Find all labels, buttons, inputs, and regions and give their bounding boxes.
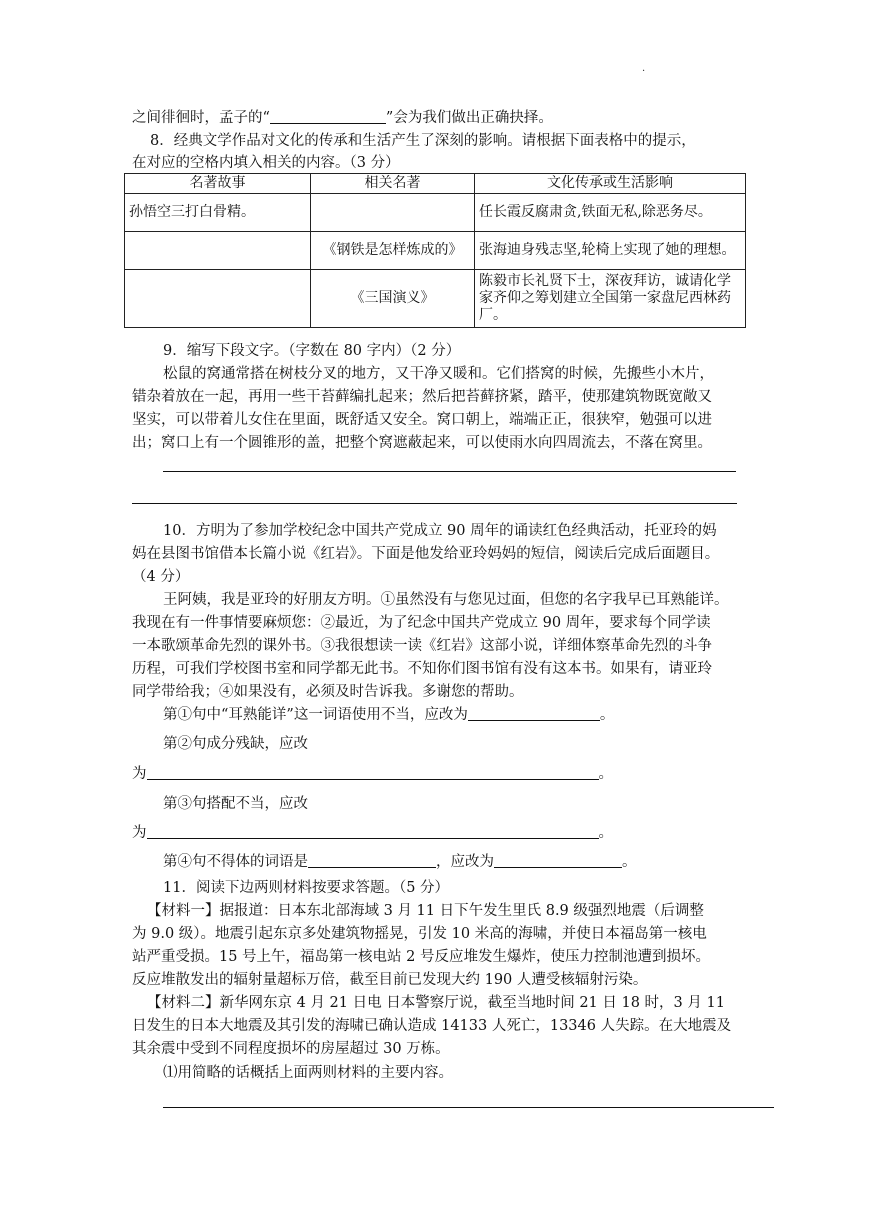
- answer-line[interactable]: [132, 503, 737, 504]
- q9-text-line: 坚实，可以带着儿女住在里面，既舒适又安全。窝口朝上，端端正正，很狭窄，勉强可以进: [132, 412, 712, 428]
- cell-book: 《钢铁是怎样炼成的》: [311, 232, 475, 270]
- period: 。: [598, 766, 613, 782]
- q9-text-line: 出；窝口上有一个圆锥形的盖，把整个窝遮蔽起来，可以使雨水向四周流去，不落在窝里。: [132, 435, 712, 451]
- material-1-line: 站严重受损。15 号上午，福岛第一核电站 2 号反应堆发生爆炸，使压力控制池遭到损坏。: [132, 949, 710, 965]
- cell-impact: 任长霞反腐肃贪,铁面无私,除恶务尽。: [475, 194, 746, 232]
- table-header-row: [125, 174, 746, 194]
- q10-answer-4: [163, 850, 637, 871]
- q10-answer-3-label: 第③句搭配不当，应改: [163, 796, 308, 812]
- cell-impact: 张海迪身残志坚,轮椅上实现了她的理想。: [475, 232, 746, 270]
- q10-blank-4a[interactable]: [308, 853, 436, 868]
- wei-label: 为: [132, 825, 147, 841]
- q10-message-line: 王阿姨，我是亚玲的好朋友方明。①虽然没有与您见过面，但您的名字我早已耳熟能详。: [163, 592, 729, 608]
- mencius-line: [132, 106, 553, 127]
- q10-intro-line: （4 分）: [132, 569, 190, 585]
- mencius-line-pre: 之间徘徊时，孟子的“: [132, 110, 270, 126]
- q10-blank-1[interactable]: [468, 706, 600, 721]
- material-2-line: 【材料二】新华网东京 4 月 21 日电 日本警察厅说，截至当地时间 21 日 18 时，3 月 11: [147, 995, 725, 1011]
- period: 。: [599, 707, 615, 723]
- cell-story: 孙悟空三打白骨精。: [125, 194, 311, 232]
- mencius-line-post: ”会为我们做出正确抉择。: [385, 110, 553, 126]
- header-book: 相关名著: [311, 174, 475, 194]
- q10-answer-3: [132, 821, 613, 842]
- cell-story-blank[interactable]: [125, 270, 311, 328]
- q9-text-line: 松鼠的窝通常搭在树枝分叉的地方，又干净又暖和。它们搭窝的时候，先搬些小木片，: [163, 366, 714, 382]
- answer-line[interactable]: [163, 1107, 774, 1108]
- table-row: [125, 270, 746, 328]
- q9-text-line: 错杂着放在一起，再用一些干苔藓编扎起来；然后把苔藓挤紧，踏平，使那建筑物既宽敞又: [132, 389, 712, 405]
- q10-blank-2[interactable]: [147, 765, 599, 780]
- header-story: 名著故事: [125, 174, 311, 194]
- q10-answer-4-label: 第④句不得体的词语是: [163, 854, 308, 870]
- period: 。: [598, 825, 613, 841]
- mencius-blank[interactable]: [270, 109, 386, 124]
- q10-message-line: 我现在有一件事情要麻烦您：②最近，为了纪念中国共产党成立 90 周年，要求每个同学读: [132, 615, 711, 631]
- header-impact: 文化传承或生活影响: [475, 174, 746, 194]
- cell-book: 《三国演义》: [311, 270, 475, 328]
- q10-answer-4-mid: ，应改为: [436, 854, 494, 870]
- q10-answer-1-label: 第①句中“耳熟能详”这一词语使用不当，应改为: [163, 707, 468, 723]
- table-row: [125, 232, 746, 270]
- header-mark: ·: [642, 66, 646, 77]
- table-row: [125, 194, 746, 232]
- q10-answer-2: [132, 762, 613, 783]
- q10-message-line: 历程，可我们学校图书室和同学都无此书。不知你们图书馆有没有这本书。如果有，请亚玲: [132, 661, 712, 677]
- q10-blank-3[interactable]: [147, 824, 599, 839]
- material-2-line: 日发生的日本大地震及其引发的海啸已确认造成 14133 人死亡，13346 人失踪。在大地震及: [132, 1018, 732, 1034]
- literature-table: [124, 173, 746, 328]
- q10-intro-line: 妈在县图书馆借本长篇小说《红岩》。下面是他发给亚玲妈妈的短信，阅读后完成后面题目。: [132, 546, 720, 562]
- q11-title: 11．阅读下边两则材料按要求答题。（5 分）: [163, 880, 450, 896]
- answer-line[interactable]: [163, 471, 736, 472]
- q10-intro-line: 10．方明为了参加学校纪念中国共产党成立 90 周年的诵读红色经典活动，托亚玲的妈: [163, 523, 717, 539]
- period: 。: [622, 854, 637, 870]
- wei-label: 为: [132, 766, 147, 782]
- material-1-line: 反应堆散发出的辐射量超标万倍，截至目前已发现大约 190 人遭受核辐射污染。: [132, 972, 648, 988]
- q10-answer-1: [163, 703, 614, 724]
- q8-instruction-2: 在对应的空格内填入相关的内容。（3 分）: [132, 155, 400, 171]
- q8-instruction-1: 8．经典文学作品对文化的传承和生活产生了深刻的影响。请根据下面表格中的提示，: [150, 133, 696, 149]
- cell-impact: 陈毅市长礼贤下士，深夜拜访，诚请化学家齐仰之筹划建立全国第一家盘尼西林药厂。: [475, 270, 746, 328]
- q11-sub-question-1: ⑴用简略的话概括上面两则材料的主要内容。: [163, 1065, 453, 1081]
- q9-title: 9．缩写下段文字。（字数在 80 字内）（2 分）: [163, 343, 461, 359]
- cell-book-blank[interactable]: [311, 194, 475, 232]
- material-2-line: 其余震中受到不同程度损坏的房屋超过 30 万栋。: [132, 1041, 450, 1057]
- q10-message-line: 一本歌颂革命先烈的课外书。③我很想读一读《红岩》这部小说，详细体察革命先烈的斗争: [132, 638, 712, 654]
- q10-message-line: 同学带给我；④如果没有，必须及时告诉我。多谢您的帮助。: [132, 684, 524, 700]
- q10-answer-2-label: 第②句成分残缺，应改: [163, 736, 308, 752]
- material-1-line: 【材料一】据报道：日本东北部海域 3 月 11 日下午发生里氏 8.9 级强烈地震（后调整: [147, 903, 704, 919]
- q10-blank-4b[interactable]: [494, 853, 622, 868]
- material-1-line: 为 9.0 级）。地震引起东京多处建筑物摇晃，引发 10 米高的海啸，并使日本福岛第一核电: [132, 926, 707, 942]
- cell-story-blank[interactable]: [125, 232, 311, 270]
